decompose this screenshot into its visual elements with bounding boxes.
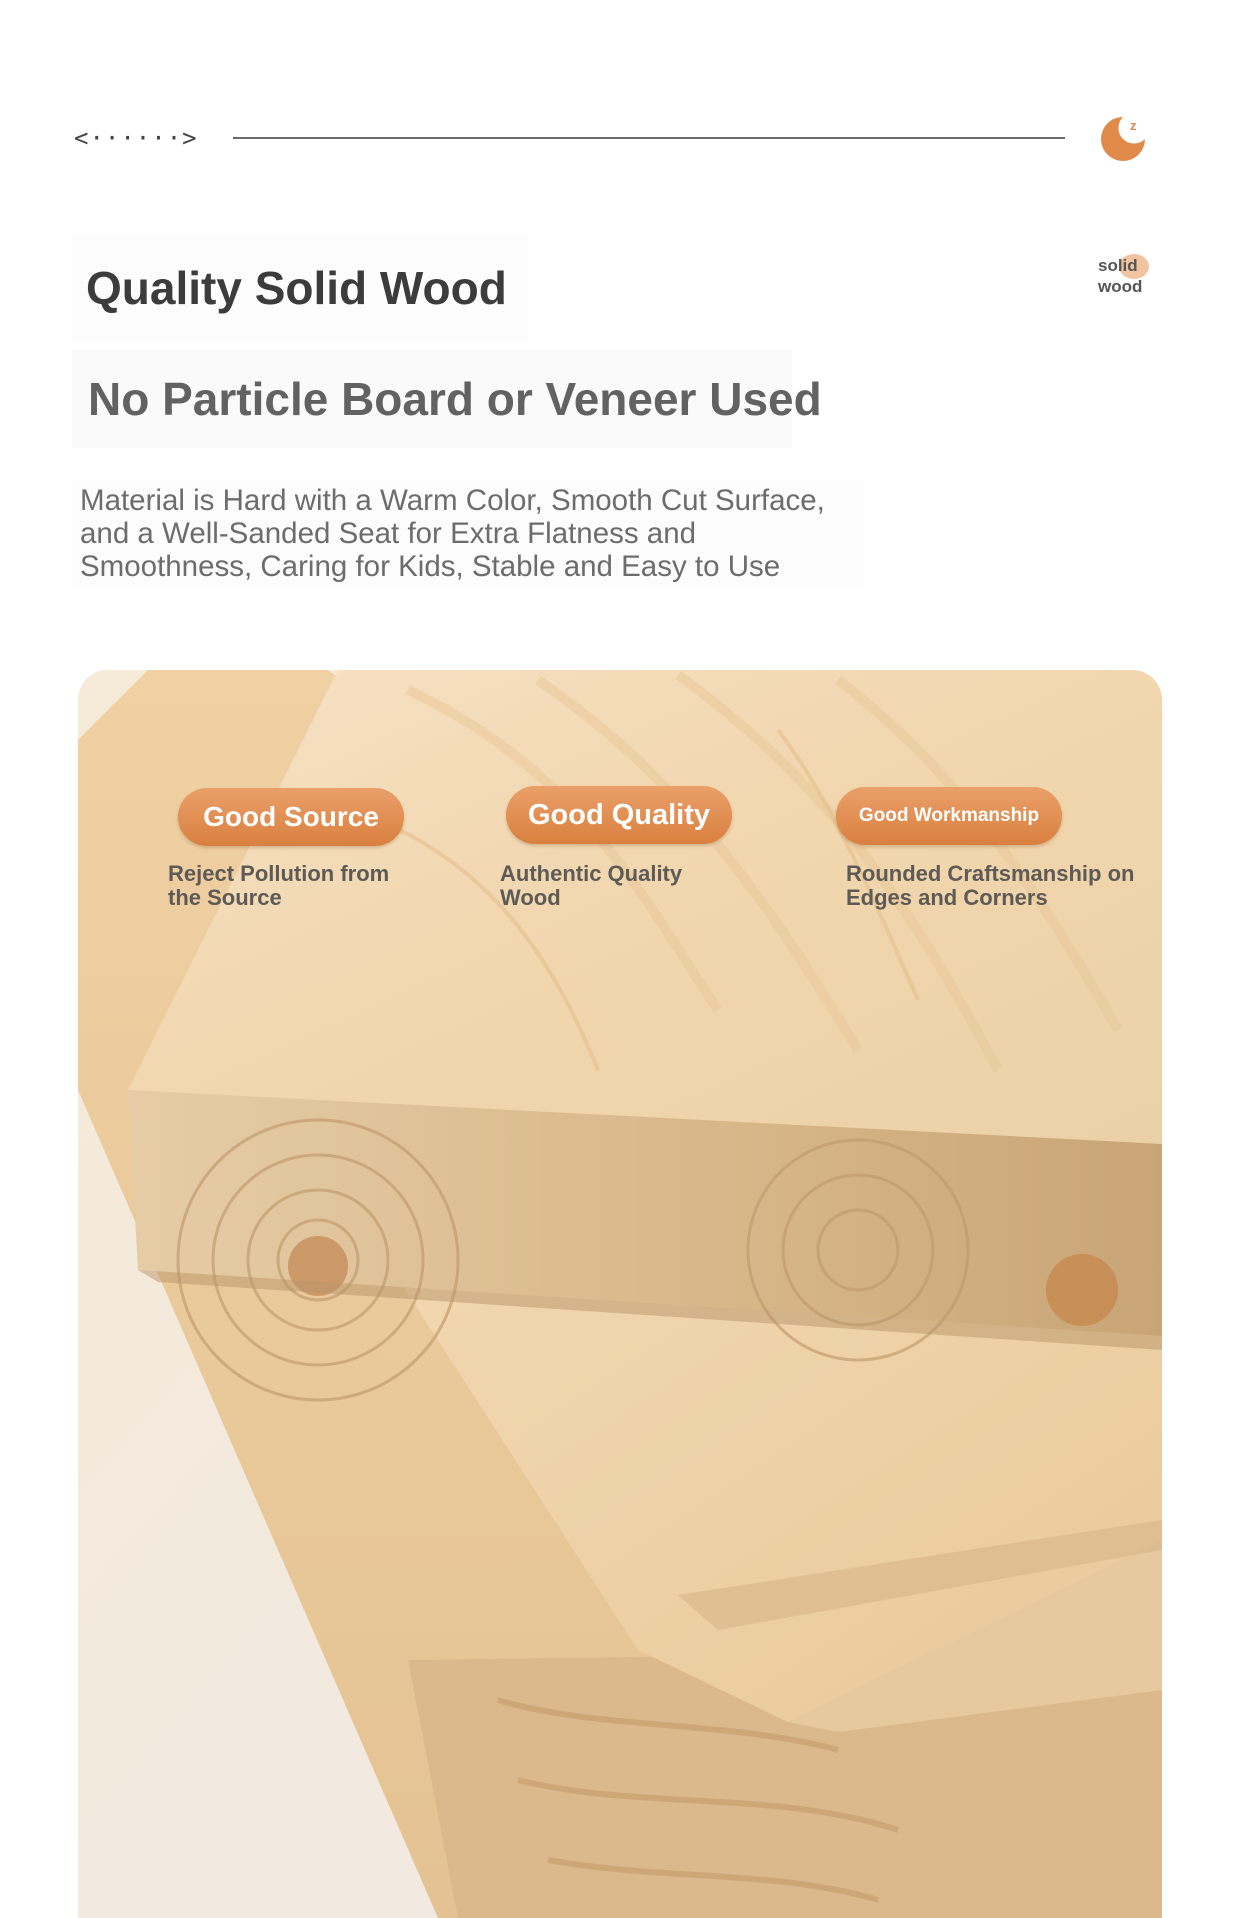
good-workmanship-caption: Rounded Craftsmanship on Edges and Corners — [846, 861, 1135, 910]
badge-line-2: wood — [1098, 277, 1143, 296]
badge-text — [1098, 255, 1142, 297]
good-quality-caption: Authentic Quality Wood — [500, 861, 683, 910]
description-text: Material is Hard with a Warm Color, Smooth Cut Surface, and a Well-Sanded Seat for Extra Flatness and Smoothness, Caring for Kids, Stable and Easy to Use — [72, 480, 864, 587]
svg-text:z: z — [1130, 118, 1137, 133]
wood-boards-photo — [78, 670, 1162, 1918]
nav-arrows[interactable]: <······> — [74, 124, 198, 152]
good-source-badge: Good Source — [178, 788, 404, 846]
good-workmanship-badge: Good Workmanship — [836, 787, 1062, 845]
wood-boards-illustration — [78, 670, 1162, 1918]
badge-line-1: solid — [1098, 256, 1138, 275]
moon-icon — [1098, 114, 1148, 164]
header-divider — [233, 137, 1065, 139]
good-quality-badge: Good Quality — [506, 786, 732, 844]
solid-wood-badge — [1096, 254, 1150, 302]
page-subtitle: No Particle Board or Veneer Used — [72, 350, 792, 448]
good-source-caption: Reject Pollution from the Source — [168, 861, 390, 910]
page-title: Quality Solid Wood — [72, 234, 528, 342]
